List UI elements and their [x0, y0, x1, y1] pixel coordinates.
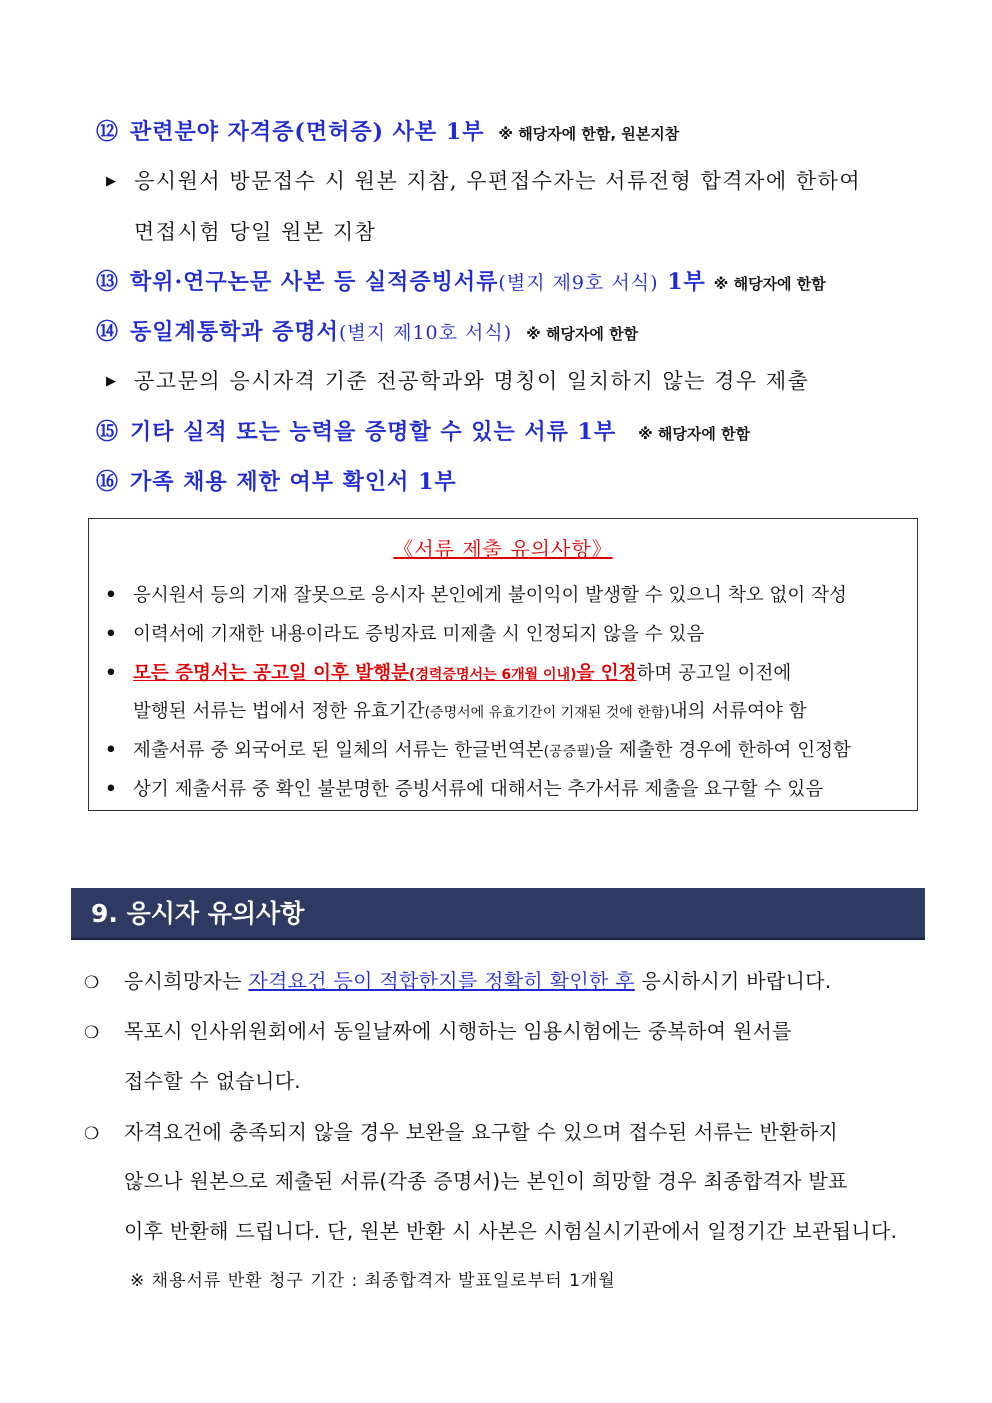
bullet-emphasis: 모든 증명서는 공고일 이후 발행분	[133, 663, 409, 684]
notice-bullet-3-cont	[133, 697, 807, 723]
item-14	[96, 315, 638, 346]
item-title: 학위·연구논문 사본 등 실적증빙서류	[130, 269, 499, 295]
section-header: 9. 응시자 유의사항	[71, 888, 925, 940]
circle-bullet-icon: ❍	[84, 1023, 100, 1043]
paragraph-text: 자격요건에 충족되지 않을 경우 보완을 요구할 수 있으며 접수된 서류는 반환하지	[124, 1120, 839, 1144]
notice-bullet-4	[105, 736, 851, 762]
bullet-text: 발행된 서류는 법에서 정한 유효기간	[133, 701, 425, 722]
detail-line: 공고문의 응시자격 기준 전공학과와 명칭이 일치하지 않는 경우 제출	[134, 369, 810, 393]
notice-bullet-3	[105, 659, 791, 685]
bullet-icon: •	[105, 624, 117, 645]
bullet-text-small: (증명서에 유효기간이 기재된 것에 한함)	[424, 705, 670, 721]
circle-bullet-icon: ❍	[84, 1124, 100, 1144]
bullet-text: 이력서에 기재한 내용이라도 증빙자료 미제출 시 인정되지 않을 수 있음	[133, 624, 705, 645]
item-sub: (별지 제9호 서식)	[498, 272, 659, 294]
bullet-icon: •	[105, 585, 117, 606]
paragraph-text: 목포시 인사위원회에서 동일날짜에 시행하는 임용시험에는 중복하여 원서를	[124, 1019, 792, 1043]
notice-box	[88, 518, 918, 811]
item-12-detail-cont: 면접시험 당일 원본 지참	[134, 220, 377, 244]
item-12-detail	[106, 165, 861, 195]
bullet-text: 내의 서류여야 함	[669, 701, 807, 722]
arrow-right-icon: ▶	[106, 174, 118, 189]
item-title: 가족 채용 제한 여부 확인서 1부	[130, 469, 457, 495]
item-number: ⑯	[96, 469, 120, 495]
bullet-icon: •	[105, 740, 117, 761]
bullet-emphasis: 을 인정	[576, 663, 637, 684]
item-sub: (별지 제10호 서식)	[338, 322, 513, 344]
bullet-text: 하며 공고일 이전에	[636, 663, 792, 684]
item-16	[96, 465, 457, 496]
footnote: ※ 채용서류 반환 청구 기간 : 최종합격자 발표일로부터 1개월	[130, 1271, 616, 1291]
item-15	[96, 415, 750, 446]
paragraph-text: 응시희망자는	[124, 969, 249, 993]
arrow-right-icon: ▶	[106, 374, 118, 389]
detail-line: 응시원서 방문접수 시 원본 지참, 우편접수자는 서류전형 합격자에 한하여	[134, 169, 862, 193]
bullet-emphasis-small: (경력증명서는 6개월 이내)	[408, 667, 577, 683]
notice-bullet-2	[105, 620, 704, 646]
item-title: 기타 실적 또는 능력을 증명할 수 있는 서류 1부	[130, 419, 617, 445]
item-note: ※ 해당자에 한함, 원본지참	[498, 125, 680, 143]
notice-title: 《서류 제출 유의사항》	[393, 537, 613, 561]
item-number: ⑮	[96, 419, 120, 445]
item-note: ※ 해당자에 한함	[638, 425, 751, 443]
item-number: ⑫	[96, 119, 120, 145]
item-note: ※ 해당자에 한함	[713, 275, 826, 293]
notice-paragraph-1	[84, 965, 831, 994]
item-suffix: 1부	[658, 269, 706, 295]
item-title: 관련분야 자격증(면허증) 사본 1부	[130, 119, 485, 145]
bullet-text: 을 제출한 경우에 한하여 인정함	[595, 740, 851, 761]
item-number: ⑭	[96, 319, 120, 345]
paragraph-emphasis: 자격요건 등이 적합한지를 정확히 확인한 후	[248, 969, 635, 993]
bullet-text: 제출서류 중 외국어로 된 일체의 서류는 한글번역본	[133, 740, 544, 761]
item-title: 동일계통학과 증명서	[130, 319, 339, 345]
bullet-text: 응시원서 등의 기재 잘못으로 응시자 본인에게 불이익이 발생할 수 있으니 착오 없이 작성	[133, 585, 847, 606]
bullet-text: 상기 제출서류 중 확인 불분명한 증빙서류에 대해서는 추가서류 제출을 요구할 수 있음	[133, 779, 824, 800]
notice-paragraph-3-line2: 않으나 원본으로 제출된 서류(각종 증명서)는 본인이 희망할 경우 최종합격자 발표	[124, 1169, 848, 1193]
notice-bullet-1	[105, 581, 847, 607]
item-note: ※ 해당자에 한함	[526, 325, 639, 343]
item-number: ⑬	[96, 269, 120, 295]
bullet-icon: •	[105, 779, 117, 800]
notice-paragraph-3	[84, 1116, 838, 1145]
notice-paragraph-2	[84, 1015, 792, 1044]
bullet-icon: •	[105, 663, 117, 684]
notice-bullet-5	[105, 775, 823, 801]
item-13	[96, 265, 826, 296]
item-12	[96, 115, 679, 146]
notice-paragraph-3-line3: 이후 반환해 드립니다. 단, 원본 반환 시 사본은 시험실시기관에서 일정기간 보관됩니다.	[124, 1219, 898, 1243]
item-14-detail	[106, 365, 809, 395]
notice-paragraph-2-cont: 접수할 수 없습니다.	[124, 1069, 301, 1093]
circle-bullet-icon: ❍	[84, 973, 100, 993]
paragraph-text: 응시하시기 바랍니다.	[634, 969, 832, 993]
bullet-text-small: (공증필)	[543, 744, 596, 760]
